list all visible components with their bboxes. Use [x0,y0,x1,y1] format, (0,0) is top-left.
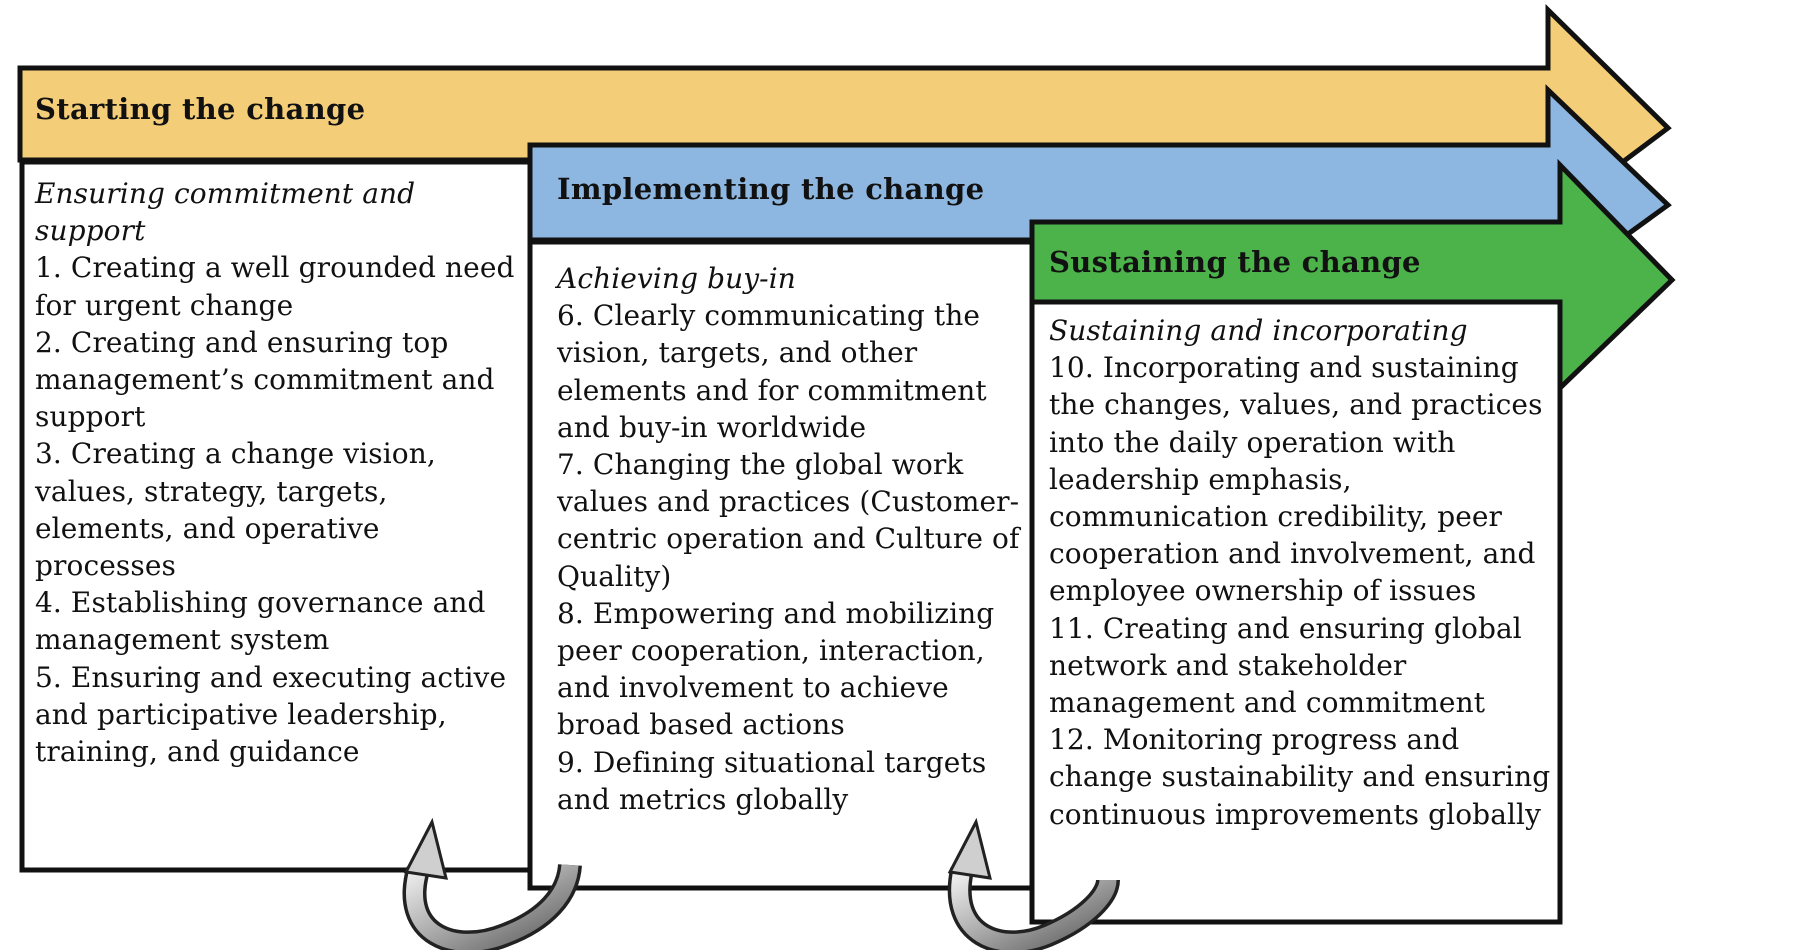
step-11: 11. Creating and ensuring global network and stakeholder management and commitment [1049,611,1522,720]
starting-title: Starting the change [35,92,366,126]
step-12: 12. Monitoring progress and change sustainability and ensuring continuous improvements globally [1049,723,1551,831]
starting-subtitle: Ensuring commitment and support [35,177,416,248]
step-7: 7. Changing the global work values and practices (Customer-centric operation and Culture of Quality) [557,448,1020,593]
implementing-title: Implementing the change [557,172,985,206]
sustaining-title: Sustaining the change [1049,245,1421,279]
implementing-subtitle: Achieving buy-in [557,262,796,295]
step-3: 3. Creating a change vision, values, strategy, targets, elements, and operative processes [35,437,436,583]
sustaining-subtitle: Sustaining and incorporating [1049,314,1468,347]
step-1: 1. Creating a well grounded need for urgent change [35,251,515,322]
step-5: 5. Ensuring and executing active and participative leadership, training, and guidance [35,660,507,769]
step-8: 8. Empowering and mobilizing peer cooperation, interaction, and involvement to achieve broad based actions [557,596,995,742]
step-4: 4. Establishing governance and management system [35,586,486,657]
step-2: 2. Creating and ensuring top management’s commitment and support [35,325,495,434]
sustaining-text [1049,312,1557,833]
step-6: 6. Clearly communicating the vision, targets, and other elements and for commitment and buy-in worldwide [557,299,987,444]
implementing-text [557,260,1029,818]
starting-text [35,175,525,770]
step-10: 10. Incorporating and sustaining the changes, values, and practices into the daily operation with leadership emphasis, communication credibility, peer cooperation and involvement, and employee ownership of issues [1049,351,1543,608]
step-9: 9. Defining situational targets and metrics globally [557,745,987,816]
